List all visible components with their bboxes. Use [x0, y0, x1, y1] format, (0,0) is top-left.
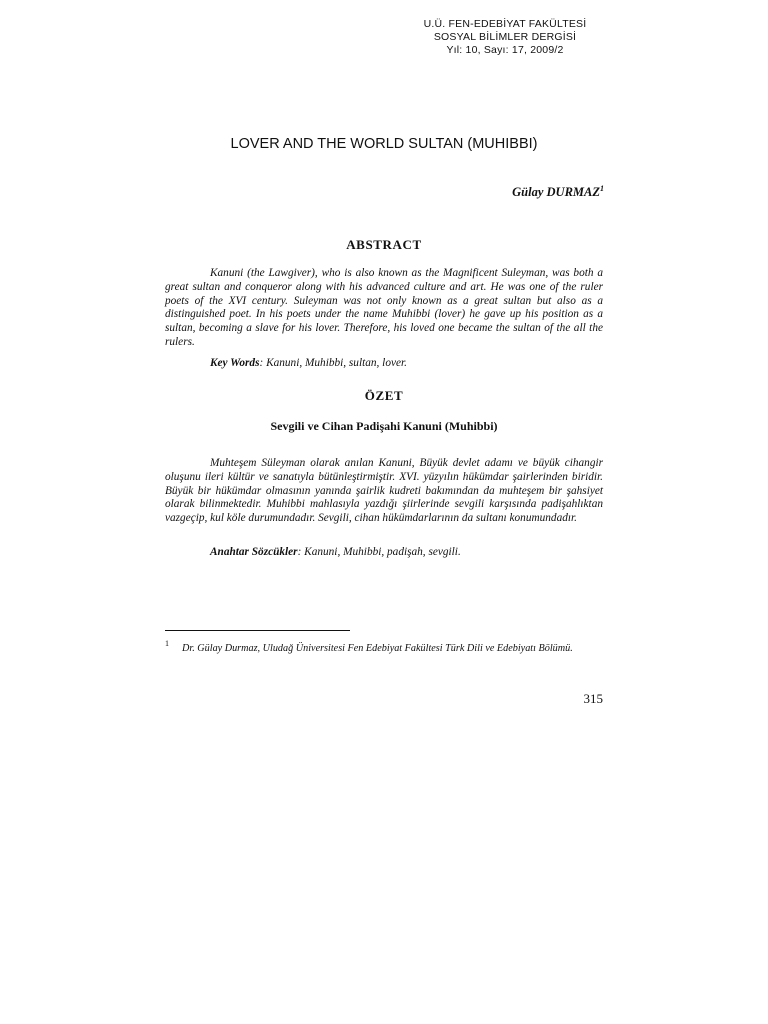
author: [512, 185, 604, 200]
journal-issue: Yıl: 10, Sayı: 17, 2009/2: [446, 44, 564, 56]
author-name: Gülay DURMAZ: [512, 185, 600, 199]
abstract-heading: ABSTRACT: [346, 237, 422, 252]
footnote-divider: [165, 630, 350, 631]
author-footnote-mark: 1: [600, 183, 604, 193]
journal-header: [380, 18, 630, 57]
footnote-mark: 1: [165, 639, 169, 648]
ozet-body: Muhteşem Süleyman olarak anılan Kanuni, Büyük devlet adamı ve büyük cihangir oluşunu ileri kültür ve sanatıyla bütünleştirmiştir. XVI. yüzyılın hükümdar şairlerinden biridir. Büyük bir hükümdar olmasının yanında şairlik kudreti bakımından da muhteşem bir şahsiyet olarak bilinmektedir. Muhibbi mahlasıyla yazdığı şiirlerinde sevgili karşısında padişahlıktan vazgeçip, kul köle durumundadır. Sevgili, cihan hükümdarlarının da sultanı konumundadır.: [165, 457, 603, 525]
footnote-text: Dr. Gülay Durmaz, Uludağ Üniversitesi Fen Edebiyat Fakültesi Türk Dili ve Edebiyatı Bölümü.: [182, 643, 573, 654]
anahtar-sozcukler: [210, 545, 461, 559]
ozet-subtitle: Sevgili ve Cihan Padişahi Kanuni (Muhibbi): [270, 419, 498, 433]
anahtar-sozcukler-list: : Kanuni, Muhibbi, padişah, sevgili.: [297, 546, 461, 558]
abstract-body: Kanuni (the Lawgiver), who is also known as the Magnificent Suleyman, was both a great sultan and conqueror along with his advanced culture and art. He was one of the ruler poets of the XVI century. Suleyman was not only known as a great sultan but also as a distinguished poet. In his poets under the name Muhibbi (lover) he gave up his position as a sultan, becoming a slave for his lover. Therefore, his loved one became the sultan of the all the rulers.: [165, 267, 603, 348]
key-words: [210, 356, 407, 370]
journal-name: SOSYAL BİLİMLER DERGİSİ: [433, 31, 577, 43]
ozet-heading: ÖZET: [364, 388, 404, 403]
anahtar-sozcukler-label: Anahtar Sözcükler: [210, 546, 298, 558]
journal-faculty: U.Ü. FEN-EDEBİYAT FAKÜLTESİ: [423, 18, 587, 30]
article-title: LOVER AND THE WORLD SULTAN (MUHIBBI): [230, 136, 538, 152]
key-words-list: : Kanuni, Muhibbi, sultan, lover.: [259, 357, 407, 369]
page-number: 315: [583, 691, 603, 706]
key-words-label: Key Words: [210, 357, 260, 369]
